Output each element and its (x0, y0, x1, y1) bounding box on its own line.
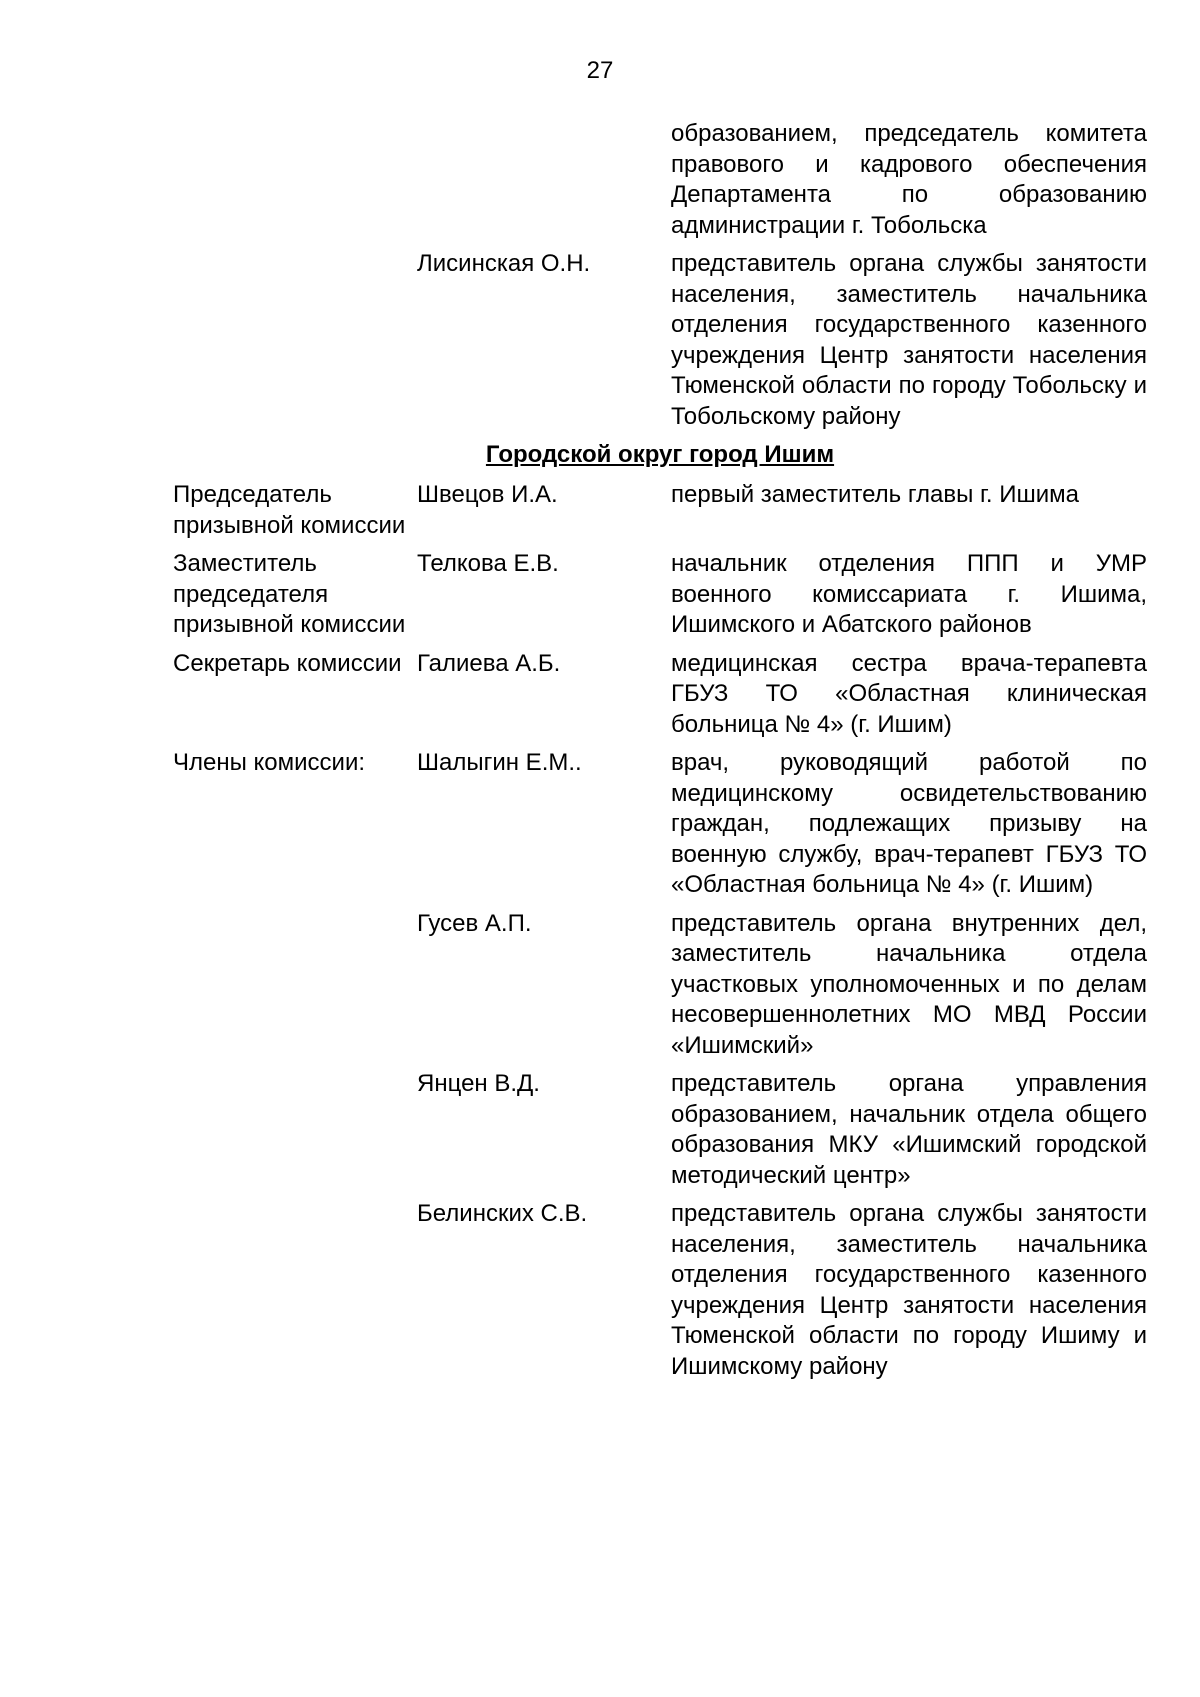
role-cell: Председатель призывной комиссии (173, 481, 406, 539)
description-cell: представитель органа службы занятости населения, заместитель начальника отделения государственного казенного учреждения Центр занятости населения Тюменской области по городу Тобольску и Тобольскому району (671, 250, 1147, 430)
role-cell: Члены комиссии: (173, 749, 366, 776)
name-cell: Белинских С.В. (417, 1200, 588, 1227)
role-cell: Заместитель председателя призывной комиссии (173, 550, 406, 638)
role-cell: Секретарь комиссии (173, 649, 402, 677)
name-cell: Шалыгин Е.М.. (417, 749, 582, 776)
commission-row (173, 249, 1147, 432)
section-title: Городской округ город Ишим (485, 441, 835, 468)
commission-row (173, 480, 1147, 541)
commission-row (173, 909, 1147, 1062)
description-cell: первый заместитель главы г. Ишима (671, 481, 1079, 508)
description-cell: медицинская сестра врача-терапевта ГБУЗ ТО «Областная клиническая больница № 4» (г. Ишим) (671, 649, 1147, 738)
name-cell: Швецов И.А. (417, 481, 558, 508)
commission-row (173, 748, 1147, 901)
name-cell: Гусев А.П. (417, 909, 532, 937)
description-cell: врач, руководящий работой по медицинскому освидетельствованию граждан, подлежащих призыву на военную службу, врач-терапевт ГБУЗ ТО «Областная больница № 4» (г. Ишим) (671, 749, 1147, 898)
name-cell: Галиева А.Б. (417, 649, 561, 677)
commission-row (173, 1069, 1147, 1191)
commission-row (173, 119, 1147, 241)
description-cell: представитель органа управления образованием, начальник отдела общего образования МКУ «Ишимский городской методический центр» (671, 1070, 1147, 1189)
commission-row (173, 649, 1147, 741)
commission-list (173, 119, 1147, 1390)
commission-row (173, 1199, 1147, 1382)
description-cell: образованием, председатель комитета правового и кадрового обеспечения Департамента по образованию администрации г. Тобольска (671, 120, 1147, 239)
name-cell: Янцен В.Д. (417, 1070, 540, 1097)
name-cell: Лисинская О.Н. (417, 250, 591, 277)
description-cell: представитель органа службы занятости населения, заместитель начальника отделения государственного казенного учреждения Центр занятости населения Тюменской области по городу Ишиму и Ишимскому району (671, 1200, 1147, 1380)
description-cell: начальник отделения ППП и УМР военного комиссариата г. Ишима, Ишимского и Абатского районов (671, 550, 1147, 638)
description-cell: представитель органа внутренних дел, заместитель начальника отдела участковых уполномоченных и по делам несовершеннолетних МО МВД России «Ишимский» (671, 909, 1147, 1059)
commission-row (173, 549, 1147, 641)
name-cell: Телкова Е.В. (417, 550, 559, 577)
page-number: 27 (586, 57, 614, 84)
